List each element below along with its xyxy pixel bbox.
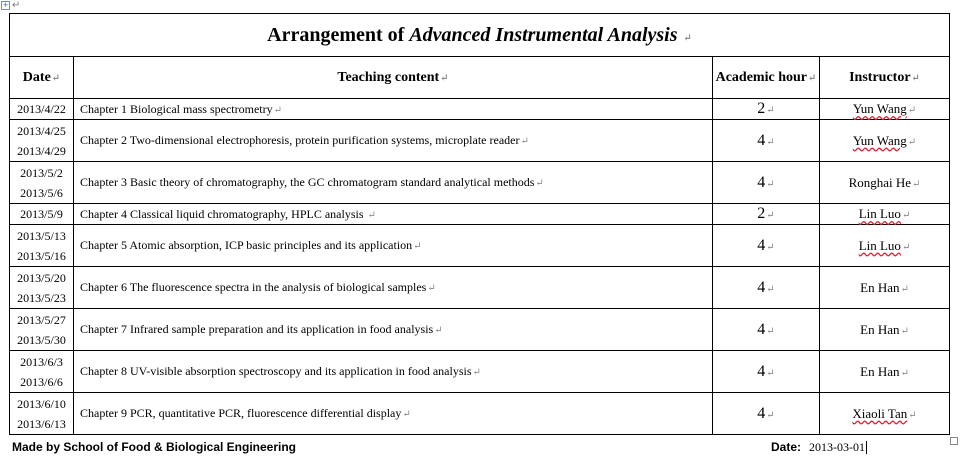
paragraph-mark-icon: ↵ xyxy=(766,325,775,337)
content-cell xyxy=(74,204,713,225)
hour-value: 4 xyxy=(757,362,766,380)
paragraph-mark-icon: ↵ xyxy=(766,210,775,221)
table-resize-handle[interactable] xyxy=(950,437,958,445)
date-cell xyxy=(10,162,74,204)
content-cell xyxy=(74,393,713,435)
date-end: 2013/6/6 xyxy=(20,374,63,389)
date-start: 2013/6/3 xyxy=(20,354,63,369)
paragraph-mark-icon: ↵ xyxy=(413,241,422,252)
instructor-name: Yun Wang xyxy=(852,132,907,148)
chapter-text: Chapter 4 Classical liquid chromatography, HPLC analysis xyxy=(80,206,367,221)
made-by-text: Made by School of Food & Biological Engineering xyxy=(12,440,297,454)
paragraph-mark-icon: ↵ xyxy=(908,409,917,421)
paragraph-mark-icon: ↵ xyxy=(434,325,443,336)
date-start: 2013/6/10 xyxy=(17,396,66,411)
paragraph-mark-icon: ↵ xyxy=(900,283,909,295)
chapter-text: Chapter 1 Biological mass spectrometry xyxy=(80,101,273,116)
table-row xyxy=(10,162,950,204)
instructor-name: Ronghai He xyxy=(848,174,912,190)
hour-cell xyxy=(713,309,820,351)
table-row xyxy=(10,120,950,162)
footer-date-label: Date: xyxy=(771,440,802,454)
hour-cell xyxy=(713,162,820,204)
title-prefix: Arrangement of xyxy=(267,23,410,46)
instructor-cell xyxy=(820,204,950,225)
hour-value: 2 xyxy=(757,100,766,117)
date-end: 2013/6/13 xyxy=(17,416,66,431)
instructor-cell xyxy=(820,162,950,204)
paragraph-mark-icon: ↵ xyxy=(900,325,909,337)
content-cell xyxy=(74,267,713,309)
header-instructor: Instructor↵ xyxy=(820,57,950,99)
instructor-name: En Han xyxy=(860,321,900,337)
instructor-cell xyxy=(820,99,950,120)
content-cell xyxy=(74,99,713,120)
chapter-text: Chapter 9 PCR, quantitative PCR, fluorescence differential display xyxy=(80,406,402,420)
date-start: 2013/4/22 xyxy=(17,102,66,116)
date-end: 2013/5/23 xyxy=(17,290,66,305)
date-start: 2013/4/25 xyxy=(17,123,66,138)
date-end: 2013/5/16 xyxy=(17,248,66,263)
instructor-cell xyxy=(820,393,950,435)
content-cell xyxy=(74,225,713,267)
instructor-name: Yun Wang xyxy=(852,101,907,116)
table-row xyxy=(10,393,950,435)
instructor-cell xyxy=(820,351,950,393)
date-cell xyxy=(10,120,74,162)
paragraph-mark-icon: ↵ xyxy=(907,136,917,148)
table-row xyxy=(10,309,950,351)
paragraph-mark-icon: ↵ xyxy=(12,0,21,11)
instructor-cell xyxy=(820,309,950,351)
footer-date-value: 2013-03-01 xyxy=(809,440,866,454)
paragraph-mark-icon: ↵ xyxy=(472,367,481,378)
table-row xyxy=(10,225,950,267)
hour-value: 4 xyxy=(757,404,766,422)
paragraph-mark-icon: ↵ xyxy=(766,178,775,190)
date-start: 2013/5/2 xyxy=(20,165,63,180)
date-end: 2013/5/30 xyxy=(17,332,66,347)
hour-cell xyxy=(713,267,820,309)
header-hour: Academic hour↵ xyxy=(713,57,820,99)
paragraph-mark-icon: ↵ xyxy=(520,136,529,147)
date-start: 2013/5/20 xyxy=(17,270,66,285)
paragraph-mark-icon: ↵ xyxy=(901,210,911,221)
chapter-text: Chapter 2 Two-dimensional electrophoresis, protein purification systems, microplate reader xyxy=(80,133,520,147)
paragraph-mark-icon: ↵ xyxy=(683,32,692,44)
content-cell xyxy=(74,120,713,162)
paragraph-mark-icon: ↵ xyxy=(766,241,775,253)
paragraph-mark-icon: ↵ xyxy=(402,409,411,420)
paragraph-mark-icon: ↵ xyxy=(907,105,917,116)
date-start: 2013/5/9 xyxy=(20,207,63,221)
date-cell xyxy=(10,393,74,435)
date-cell xyxy=(10,99,74,120)
paragraph-mark-icon: ↵ xyxy=(912,178,921,190)
paragraph-mark-icon: ↵ xyxy=(273,104,283,116)
hour-cell xyxy=(713,120,820,162)
paragraph-mark-icon: ↵ xyxy=(766,409,775,421)
text-cursor xyxy=(866,441,867,454)
instructor-cell xyxy=(820,120,950,162)
instructor-cell xyxy=(820,267,950,309)
hour-value: 4 xyxy=(757,278,766,296)
paragraph-mark-icon: ↵ xyxy=(766,283,775,295)
table-row xyxy=(10,204,950,225)
footer-date xyxy=(771,440,867,455)
schedule-table xyxy=(9,13,950,435)
chapter-text: Chapter 6 The fluorescence spectra in the analysis of biological samples xyxy=(80,280,427,294)
hour-value: 4 xyxy=(757,236,766,254)
date-cell xyxy=(10,225,74,267)
table-row xyxy=(10,351,950,393)
title-course-name: Advanced Instrumental Analysis xyxy=(409,23,678,46)
hour-value: 2 xyxy=(757,205,766,222)
table-body xyxy=(10,99,950,435)
paragraph-mark-icon: ↵ xyxy=(427,283,436,294)
hour-value: 4 xyxy=(757,173,766,191)
paragraph-mark-icon: ↵ xyxy=(901,241,911,253)
hour-value: 4 xyxy=(757,320,766,338)
content-cell xyxy=(74,162,713,204)
instructor-name: En Han xyxy=(860,363,900,379)
instructor-name: Lin Luo xyxy=(858,206,901,221)
hour-cell xyxy=(713,393,820,435)
table-row xyxy=(10,99,950,120)
chapter-text: Chapter 3 Basic theory of chromatography, the GC chromatogram standard analytical methods xyxy=(80,175,535,189)
chapter-text: Chapter 8 UV-visible absorption spectroscopy and its application in food analysis xyxy=(80,364,472,378)
header-content: Teaching content↵ xyxy=(74,57,713,99)
instructor-name: Lin Luo xyxy=(858,237,901,253)
content-cell xyxy=(74,351,713,393)
date-end: 2013/4/29 xyxy=(17,143,66,158)
paragraph-mark-icon: ↵ xyxy=(766,105,775,116)
paragraph-mark-icon: ↵ xyxy=(535,178,544,189)
chapter-text: Chapter 5 Atomic absorption, ICP basic principles and its application xyxy=(80,238,413,252)
chapter-text: Chapter 7 Infrared sample preparation and its application in food analysis xyxy=(80,322,434,336)
paragraph-mark-icon: ↵ xyxy=(766,136,775,148)
table-move-handle-icon[interactable]: + xyxy=(2,1,9,9)
header-date: Date↵ xyxy=(10,57,74,99)
instructor-name: En Han xyxy=(860,279,900,295)
instructor-cell xyxy=(820,225,950,267)
date-end: 2013/5/6 xyxy=(20,185,63,200)
hour-cell xyxy=(713,351,820,393)
date-start: 2013/5/27 xyxy=(17,312,66,327)
hour-value: 4 xyxy=(757,131,766,149)
header-row xyxy=(10,57,950,99)
paragraph-mark-icon: ↵ xyxy=(766,367,775,379)
hour-cell xyxy=(713,225,820,267)
hour-cell xyxy=(713,204,820,225)
paragraph-mark-icon: ↵ xyxy=(367,209,376,221)
paragraph-mark-icon: ↵ xyxy=(900,367,909,379)
date-cell xyxy=(10,309,74,351)
hour-cell xyxy=(713,99,820,120)
table-row xyxy=(10,267,950,309)
date-cell xyxy=(10,351,74,393)
date-start: 2013/5/13 xyxy=(17,228,66,243)
date-cell xyxy=(10,267,74,309)
date-cell xyxy=(10,204,74,225)
instructor-name: Xiaoli Tan xyxy=(852,405,908,421)
table-title xyxy=(10,14,950,57)
content-cell xyxy=(74,309,713,351)
